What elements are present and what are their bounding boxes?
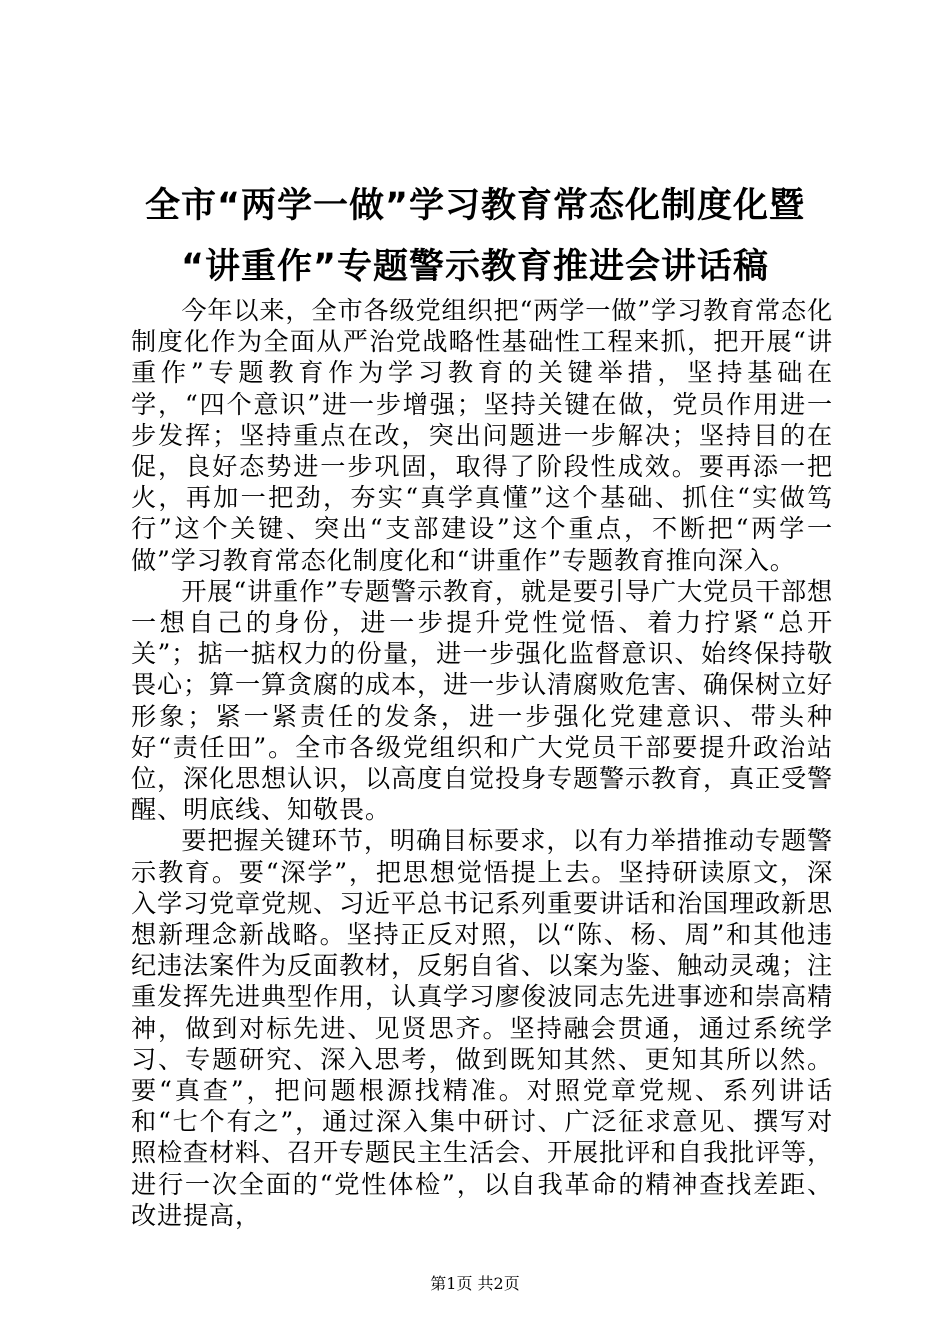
page-footer: 第1页 共2页 <box>430 1274 520 1293</box>
paragraph-2: 开展“讲重作”专题警示教育，就是要引导广大党员干部想一想自己的身份，进一步提升党性觉悟、着力拧紧“总开关”；掂一掂权力的份量，进一步强化监督意识、始终保持敬畏心；算一算贪腐的成本，进一步认清腐败危害、确保树立好形象；紧一紧责任的发条，进一步强化党建意识、带头种好“责任田”。全市各级党组织和广大党员干部要提升政治站位，深化思想认识，以高度自觉投身专题警示教育，真正受警醒、明底线、知敬畏。 <box>131 576 833 825</box>
paragraph-3: 要把握关键环节，明确目标要求，以有力举措推动专题警示教育。要“深学”，把思想觉悟提上去。坚持研读原文，深入学习党章党规、习近平总书记系列重要讲话和治国理政新思想新理念新战略。坚持正反对照，以“陈、杨、周”和其他违纪违法案件为反面教材，反躬自省、以案为鉴、触动灵魂；注重发挥先进典型作用，认真学习廖俊波同志先进事迹和崇高精神，做到对标先进、见贤思齐。坚持融会贯通，通过系统学习、专题研究、深入思考，做到既知其然、更知其所以然。要“真查”，把问题根源找精准。对照党章党规、系列讲话和“七个有之”，通过深入集中研讨、广泛征求意见、撰写对照检查材料、召开专题民主生活会、开展批评和自我批评等，进行一次全面的“党性体检”，以自我革命的精神查找差距、改进提高， <box>131 826 833 1230</box>
document-body <box>131 295 833 1231</box>
document-title-line-1: 全市“两学一做”学习教育常态化制度化暨 <box>144 186 805 226</box>
paragraph-1: 今年以来，全市各级党组织把“两学一做”学习教育常态化制度化作为全面从严治党战略性基础性工程来抓，把开展“讲重作”专题教育作为学习教育的关键举措，坚持基础在学，“四个意识”进一步增强；坚持关键在做，党员作用进一步发挥；坚持重点在改，突出问题进一步解决；坚持目的在促，良好态势进一步巩固，取得了阶段性成效。要再添一把火，再加一把劲，夯实“真学真懂”这个基础、抓住“实做笃行”这个关键、突出“支部建设”这个重点，不断把“两学一做”学习教育常态化制度化和“讲重作”专题教育推向深入。 <box>131 296 833 575</box>
document-title-line-2: “讲重作”专题警示教育推进会讲话稿 <box>180 247 769 287</box>
